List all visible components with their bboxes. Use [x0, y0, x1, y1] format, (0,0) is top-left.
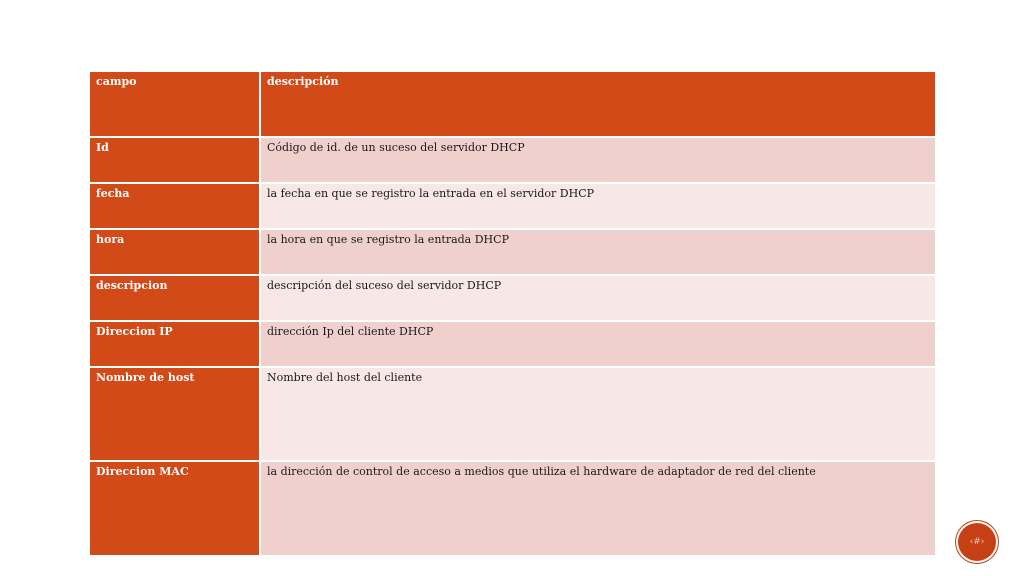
description-cell: la fecha en que se registro la entrada en el servidor DHCP — [260, 183, 935, 229]
table-row — [90, 229, 935, 275]
table-row — [90, 275, 935, 321]
field-cell: hora — [90, 229, 260, 275]
description-cell: dirección Ip del cliente DHCP — [260, 321, 935, 367]
table-header-row — [90, 72, 935, 137]
table-row — [90, 183, 935, 229]
field-cell: Nombre de host — [90, 367, 260, 461]
header-description-cell: descripción — [260, 72, 935, 137]
description-cell: la hora en que se registro la entrada DHCP — [260, 229, 935, 275]
field-cell: descripcion — [90, 275, 260, 321]
table-row — [90, 321, 935, 367]
field-cell: fecha — [90, 183, 260, 229]
table-row — [90, 137, 935, 183]
description-cell: Nombre del host del cliente — [260, 367, 935, 461]
table-row — [90, 461, 935, 555]
description-cell: la dirección de control de acceso a medios que utiliza el hardware de adaptador de red del cliente — [260, 461, 935, 555]
field-cell: Id — [90, 137, 260, 183]
description-cell: Código de id. de un suceso del servidor DHCP — [260, 137, 935, 183]
slide-number-badge: ‹#› — [958, 523, 996, 561]
field-cell: Direccion IP — [90, 321, 260, 367]
description-cell: descripción del suceso del servidor DHCP — [260, 275, 935, 321]
field-cell: Direccion MAC — [90, 461, 260, 555]
header-field-cell: campo — [90, 72, 260, 137]
dhcp-log-fields-table — [90, 72, 935, 555]
table-row — [90, 367, 935, 461]
